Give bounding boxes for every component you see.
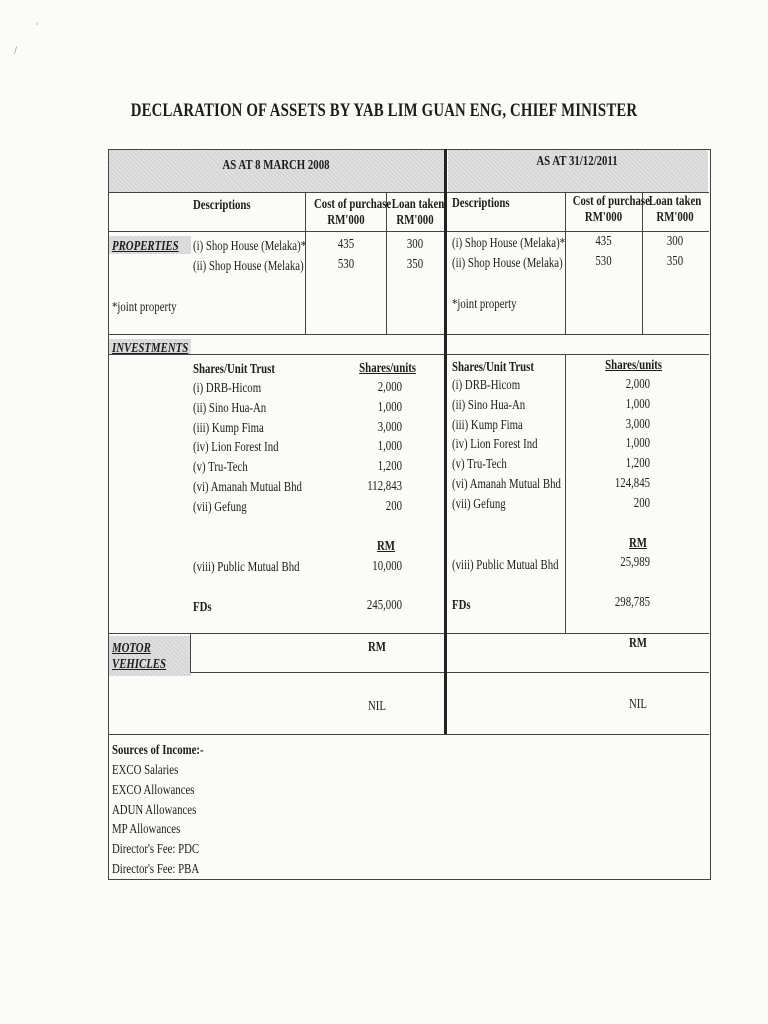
list-item: (iv) Lion Forest Ind xyxy=(452,436,538,452)
section-label-properties: PROPERTIES xyxy=(112,238,179,253)
list-item: (vi) Amanah Mutual Bhd xyxy=(193,478,302,494)
list-item: (i) DRB-Hicom xyxy=(193,380,262,395)
shares-header: Shares/Unit Trust xyxy=(452,359,534,374)
cell-value: 350 xyxy=(666,252,684,268)
shares-header: Shares/Unit Trust xyxy=(193,361,275,376)
cell-value: 300 xyxy=(666,233,684,248)
list-item: (ii) Shop House (Melaka) xyxy=(452,254,563,270)
list-item: (v) Tru-Tech xyxy=(193,459,248,475)
rule xyxy=(565,192,566,334)
rule xyxy=(386,192,387,334)
list-item: (i) Shop House (Melaka)* xyxy=(452,235,566,250)
income-list xyxy=(112,762,199,881)
properties-desc-2011 xyxy=(452,235,565,275)
investments-units-2008 xyxy=(330,379,402,518)
list-item: (vii) Gefung xyxy=(193,498,247,514)
cell-value: 200 xyxy=(385,497,402,513)
cell-value: 435 xyxy=(337,236,355,251)
cell-value: 1,200 xyxy=(377,458,402,474)
fds-2008: 245,000 xyxy=(366,597,402,612)
properties-cost-2008 xyxy=(314,236,378,276)
cell-value: 1,000 xyxy=(625,395,650,411)
units-header: Shares/units xyxy=(359,360,416,375)
rule xyxy=(108,354,709,355)
cell-value: 1,000 xyxy=(625,435,650,451)
rule xyxy=(108,231,709,232)
public-mutual-2008: 10,000 xyxy=(372,558,402,573)
list-item: (ii) Shop House (Melaka) xyxy=(193,257,304,273)
joint-property-note: *joint property xyxy=(112,299,177,314)
units-header: Shares/units xyxy=(605,357,662,372)
list-item: (v) Tru-Tech xyxy=(452,456,507,472)
properties-cost-2011 xyxy=(573,233,635,273)
joint-property-note: *joint property xyxy=(452,296,517,311)
cost-header: Cost of purchase RM'000 xyxy=(314,196,392,227)
cost-header: Cost of purchase RM'000 xyxy=(572,193,650,224)
rm-label: RM xyxy=(629,535,647,550)
scan-speck: ' xyxy=(36,22,39,32)
motor-value-2011: NIL xyxy=(629,696,647,711)
cell-value: 124,845 xyxy=(614,474,650,490)
cell-value: 530 xyxy=(337,255,355,271)
cell-value: 1,000 xyxy=(377,398,402,414)
cell-value: 300 xyxy=(406,236,424,251)
list-item: (i) DRB-Hicom xyxy=(452,377,521,392)
public-mutual-desc: (viii) Public Mutual Bhd xyxy=(193,559,300,574)
list-item: (iv) Lion Forest Ind xyxy=(193,439,279,455)
document-title: DECLARATION OF ASSETS BY YAB LIM GUAN ENG, CHIEF MINISTER xyxy=(130,100,638,121)
rm-label: RM xyxy=(377,538,395,553)
cell-value: 2,000 xyxy=(377,379,402,394)
list-item: ADUN Allowances xyxy=(112,801,197,817)
cell-value: 1,200 xyxy=(625,455,650,471)
list-item: Director's Fee: PBA xyxy=(112,860,200,876)
properties-loan-2008 xyxy=(392,236,438,276)
list-item: (vii) Gefung xyxy=(452,495,506,511)
fds-desc: FDs xyxy=(193,599,212,614)
cell-value: 3,000 xyxy=(625,415,650,431)
loan-header: Loan taken RM'000 xyxy=(391,196,445,227)
cell-value: 350 xyxy=(406,255,424,271)
investments-desc-2011 xyxy=(452,377,561,516)
investments-desc-2008 xyxy=(193,380,302,519)
income-heading: Sources of Income:- xyxy=(112,742,204,757)
rule xyxy=(190,672,709,673)
list-item: EXCO Allowances xyxy=(112,781,195,797)
list-item: Director's Fee: PDC xyxy=(112,841,200,857)
motor-value-2008: NIL xyxy=(368,698,386,713)
investments-units-2011 xyxy=(578,376,650,515)
rule xyxy=(108,334,709,335)
descriptions-header: Descriptions xyxy=(452,195,510,210)
cell-value: 435 xyxy=(595,233,612,248)
properties-desc-2008 xyxy=(193,238,306,278)
fds-desc: FDs xyxy=(452,597,471,612)
section-label-motor-vehicles: MOTOR VEHICLES xyxy=(112,640,167,671)
period-header-2011: AS AT 31/12/2011 xyxy=(536,153,618,168)
cell-value: 2,000 xyxy=(625,376,650,391)
rm-label: RM xyxy=(629,635,647,650)
list-item: (ii) Sino Hua-An xyxy=(193,399,267,415)
section-label-investments: INVESTMENTS xyxy=(112,340,189,355)
properties-loan-2011 xyxy=(649,233,702,273)
list-item: MP Allowances xyxy=(112,821,181,837)
fds-2011: 298,785 xyxy=(614,594,650,609)
list-item: (vi) Amanah Mutual Bhd xyxy=(452,475,561,491)
rule xyxy=(190,633,191,673)
cell-value: 530 xyxy=(595,252,612,268)
rule xyxy=(642,192,643,334)
descriptions-header: Descriptions xyxy=(193,197,251,212)
period-header-2008: AS AT 8 MARCH 2008 xyxy=(222,157,330,172)
loan-header: Loan taken RM'000 xyxy=(648,193,702,224)
rule xyxy=(565,354,566,633)
list-item: (iii) Kump Fima xyxy=(452,416,523,432)
cell-value: 1,000 xyxy=(377,438,402,454)
cell-value: 200 xyxy=(633,494,650,510)
cell-value: 3,000 xyxy=(377,418,402,434)
public-mutual-2011: 25,989 xyxy=(620,554,650,569)
scan-speck: / xyxy=(14,46,18,56)
public-mutual-desc: (viii) Public Mutual Bhd xyxy=(452,557,559,572)
rm-label: RM xyxy=(368,639,386,654)
list-item: EXCO Salaries xyxy=(112,762,179,777)
cell-value: 112,843 xyxy=(367,477,402,493)
list-item: (iii) Kump Fima xyxy=(193,419,264,435)
rule xyxy=(108,734,709,735)
rule xyxy=(108,633,709,634)
period-divider xyxy=(444,149,447,734)
list-item: (i) Shop House (Melaka)* xyxy=(193,238,307,253)
list-item: (ii) Sino Hua-An xyxy=(452,396,526,412)
